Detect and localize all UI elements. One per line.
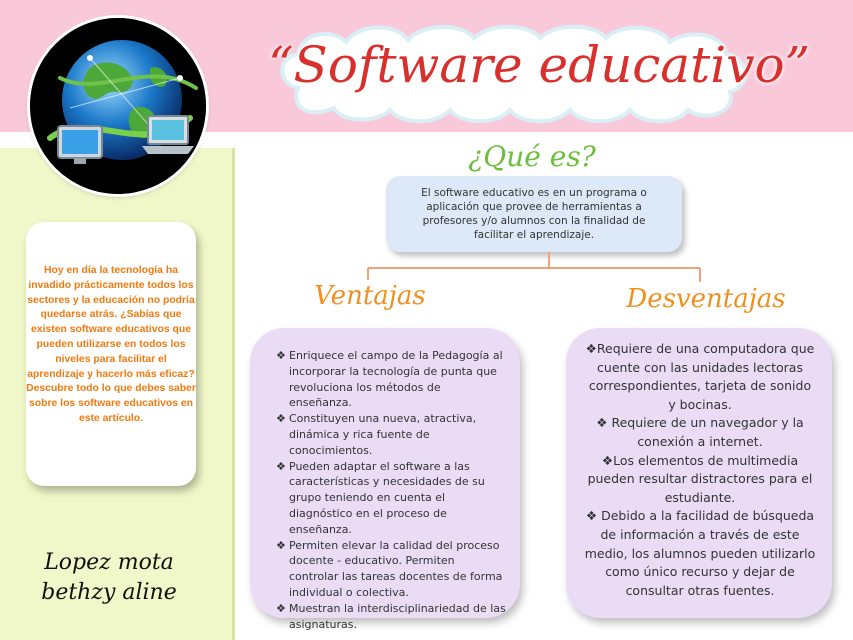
desventajas-list: [584, 340, 816, 600]
author-line-2: bethzy aline: [41, 580, 177, 605]
intro-card: [26, 222, 196, 486]
diamond-bullet-icon: ❖: [276, 412, 286, 426]
que-es-heading: ¿Qué es?: [468, 140, 596, 173]
diamond-bullet-icon: ❖: [276, 349, 286, 362]
left-panel-edge: [232, 148, 235, 640]
diamond-bullet-icon: ❖: [276, 459, 286, 473]
ventajas-card: [250, 328, 520, 631]
list-item: ❖Los elementos de multimedia pueden resultar distractores para el estudiante.: [587, 452, 813, 505]
diamond-bullet-icon: ❖: [585, 508, 598, 524]
list-item: ❖ Muestran la interdisciplinariedad de las asignaturas.: [276, 601, 506, 631]
author-name: [24, 548, 194, 608]
list-item: ❖ Pueden adaptar el software a las características y necesidades de su grupo teniendo en cuenta el diagnóstico en el proceso de enseñanza.: [276, 459, 485, 536]
intro-text: Hoy en día la tecnología ha invadido prácticamente todos los sectores y la educación no podría quedarse atrás. ¿Sabías que existen software educativos que pueden utilizarse en todos los niveles para facilitar el aprendizaje y hacerlo más eficaz? Descubre todo lo que debes saber sobre los software educativos en este artículo.: [26, 265, 196, 424]
diamond-bullet-icon: ❖: [585, 341, 597, 356]
ventajas-list: [276, 348, 506, 632]
globe-network-icon: [30, 18, 206, 194]
title-cloud: [268, 18, 811, 128]
desventajas-heading: Desventajas: [626, 284, 786, 314]
list-item: ❖ Debido a la facilidad de búsqueda de información a través de este medio, los alumnos pueden utilizarlo como único recurso y dejar de consultar otras fuentes.: [584, 508, 816, 598]
list-item: ❖ Requiere de un navegador y la conexión a internet.: [596, 415, 804, 449]
diamond-bullet-icon: ❖: [596, 415, 608, 431]
diamond-bullet-icon: ❖: [276, 538, 286, 552]
diamond-bullet-icon: ❖: [276, 601, 286, 615]
list-item: ❖ Enriquece el campo de la Pedagogía al incorporar la tecnología de punta que revoluciona los métodos de enseñanza.: [276, 349, 503, 410]
list-item: ❖ Permiten elevar la calidad del proceso docente - educativo. Permiten controlar las tareas docentes de forma individual o colectiva.: [276, 538, 503, 599]
definition-text: El software educativo es en un programa o aplicación que provee de herramientas a profesores y/o alumnos con la finalidad de facilitar el aprendizaje.: [421, 187, 647, 241]
ventajas-heading: Ventajas: [314, 281, 426, 311]
author-line-1: Lopez mota: [44, 550, 174, 575]
diamond-bullet-icon: ❖: [601, 452, 614, 468]
list-item: ❖ Constituyen una nueva, atractiva, dinámica y rica fuente de conocimientos.: [276, 412, 477, 457]
desventajas-card: [566, 328, 832, 618]
list-item: ❖Requiere de una computadora que cuente con las unidades lectoras correspondientes, tarjeta de sonido y bocinas.: [585, 341, 815, 412]
definition-box: [386, 176, 682, 252]
page-title: “Software educativo”: [268, 36, 811, 94]
